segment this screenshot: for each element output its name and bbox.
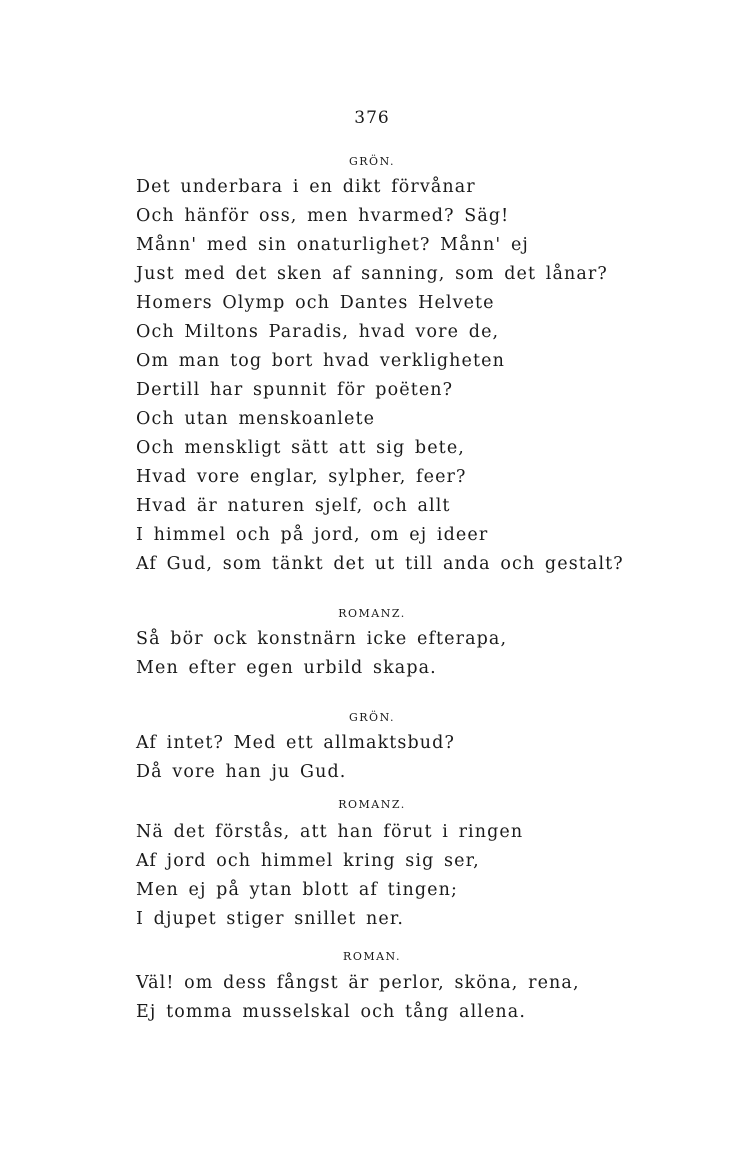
verse-line: Väl! om dess fångst är perlor, sköna, rena, <box>136 973 580 993</box>
verse-line: Då vore han ju Gud. <box>136 762 347 782</box>
verse-line: Men efter egen urbild skapa. <box>136 658 437 678</box>
verse-line: Af intet? Med ett allmaktsbud? <box>136 733 455 753</box>
verse-line: Och hänför oss, men hvarmed? Säg! <box>136 206 510 226</box>
verse-line: Och Miltons Paradis, hvad vore de, <box>136 322 500 342</box>
verse-line: Hvad vore englar, sylpher, feer? <box>136 467 467 487</box>
verse-line: Nä det förstås, att han förut i ringen <box>136 822 524 842</box>
verse-line: Så bör ock konstnärn icke efterapa, <box>136 629 508 649</box>
verse-line: Af jord och himmel kring sig ser, <box>136 851 480 871</box>
speaker-label: GRÖN. <box>348 155 395 168</box>
verse-line: Hvad är naturen sjelf, och allt <box>136 496 451 516</box>
speaker-label: ROMANZ. <box>338 607 406 620</box>
verse-line: Och menskligt sätt att sig bete, <box>136 438 465 458</box>
verse-line: Månn' med sin onaturlighet? Månn' ej <box>136 235 529 255</box>
verse-line: Just med det sken af sanning, som det lånar? <box>136 264 608 284</box>
verse-line: I djupet stiger snillet ner. <box>136 909 405 929</box>
verse-line: Det underbara i en dikt förvånar <box>136 177 476 197</box>
verse-line: Om man tog bort hvad verkligheten <box>136 351 505 371</box>
speaker-label: ROMAN. <box>343 950 401 963</box>
page-number: 376 <box>354 108 390 128</box>
verse-line: Och utan menskoanlete <box>136 409 376 429</box>
verse-line: I himmel och på jord, om ej ideer <box>136 525 489 545</box>
verse-line: Homers Olymp och Dantes Helvete <box>136 293 495 313</box>
verse-line: Men ej på ytan blott af tingen; <box>136 880 458 900</box>
verse-line: Af Gud, som tänkt det ut till anda och gestalt? <box>136 554 624 574</box>
verse-line: Dertill har spunnit för poëten? <box>136 380 454 400</box>
speaker-label: ROMANZ. <box>338 798 406 811</box>
speaker-label: GRÖN. <box>348 711 395 724</box>
verse-line: Ej tomma musselskal och tång allena. <box>136 1002 526 1022</box>
